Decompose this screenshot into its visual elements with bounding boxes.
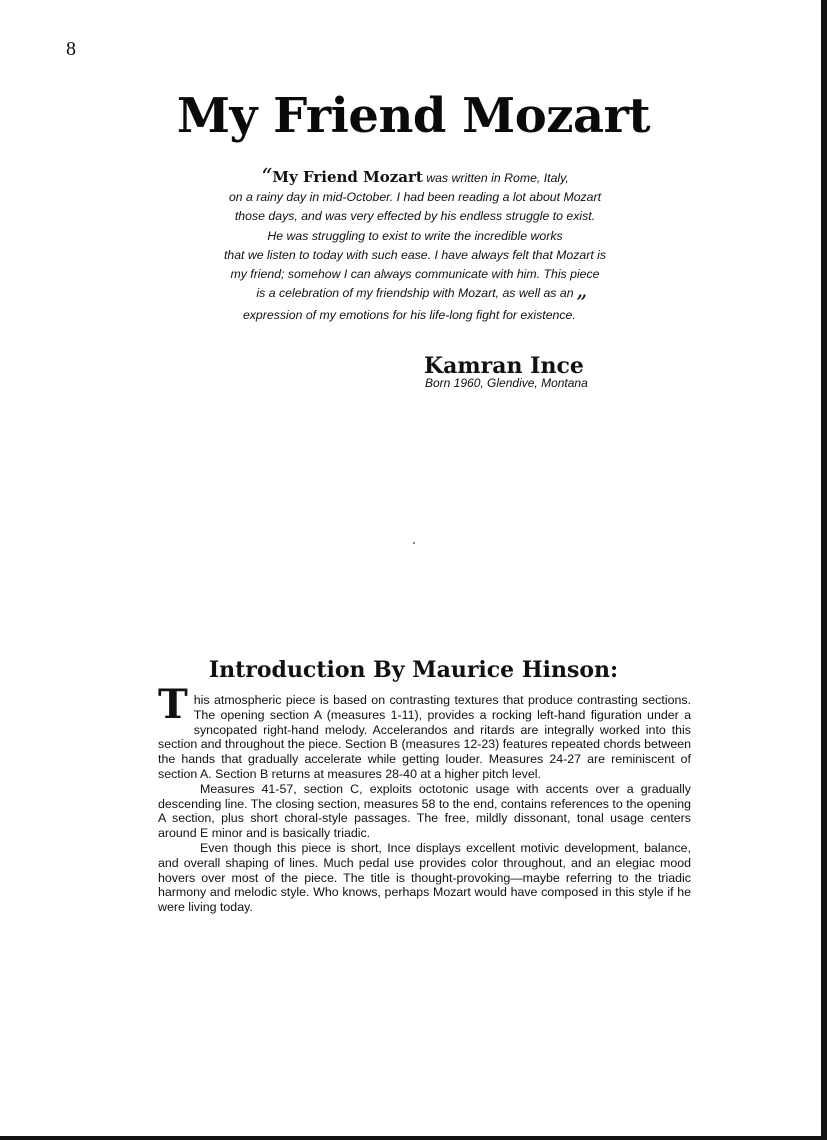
introduction-paragraph: Even though this piece is short, Ince displays excellent motivic development, balance, and overall shaping of lines. Much pedal use provides color throughout, and an elegiac mood hovers over most of the piece. The title is thought-provoking—maybe referring to the triadic harmony and melodic style. Who knows, perhaps Mozart would have composed in this style if he were living today. <box>158 840 691 915</box>
quote-line: that we listen to today with such ease. I have always felt that Mozart is <box>223 247 607 262</box>
composer-name: Kamran Ince <box>424 353 584 379</box>
introduction-body <box>158 681 691 915</box>
scan-edge-bottom <box>0 1136 827 1140</box>
drop-cap: T <box>158 681 188 728</box>
quote-line: my friend; somehow I can always communicate with him. This piece <box>230 267 600 282</box>
quote-line-1-rest: was written in Rome, Italy, <box>422 171 569 185</box>
open-quote-mark: “ <box>261 165 273 190</box>
scan-edge-right <box>821 0 827 1140</box>
introduction-paragraph-text: his atmospheric piece is based on contrasting textures that produce contrasting sections. The opening section A (measures 1-11), provides a rocking left-hand figuration under a syncopated right-hand melody. Accelerandos and ritards are integrally worked into this section and throughout the piece. Section B (measures 12-23) features repeated chords between the hands that gradually accelerate while getting louder. Measures 24-27 are reminiscent of section A. Section B returns at measures 28-40 at a higher pitch level. <box>158 693 691 781</box>
quote-line-1 <box>150 165 680 190</box>
page-number: 8 <box>66 38 76 60</box>
quote-lead-title: My Friend Mozart <box>272 168 423 186</box>
introduction-paragraph: Measures 41-57, section C, exploits octotonic usage with accents over a gradually descending line. The closing section, measures 58 to the end, contains references to the opening A section, plus short choral-style passages. The free, mildly dissonant, tonal usage centers around E minor and is basically triadic. <box>158 781 691 841</box>
quote-line: He was struggling to exist to write the incredible works <box>267 228 563 243</box>
introduction-paragraph <box>158 681 691 782</box>
quote-line: on a rainy day in mid-October. I had been reading a lot about Mozart <box>228 190 602 205</box>
speck-mark <box>413 542 415 544</box>
quote-line: is a celebration of my friendship with Mozart, as well as an <box>256 286 574 301</box>
introduction-heading: Introduction By Maurice Hinson: <box>208 657 619 683</box>
quote-line: expression of my emotions for his life-long fight for existence. <box>242 308 576 323</box>
page-title: My Friend Mozart <box>176 88 651 144</box>
close-quote-mark: ” <box>575 292 588 318</box>
quote-line: those days, and was very effected by his endless struggle to exist. <box>234 209 596 224</box>
composer-info: Born 1960, Glendive, Montana <box>425 376 588 390</box>
composer-quote <box>150 165 680 326</box>
